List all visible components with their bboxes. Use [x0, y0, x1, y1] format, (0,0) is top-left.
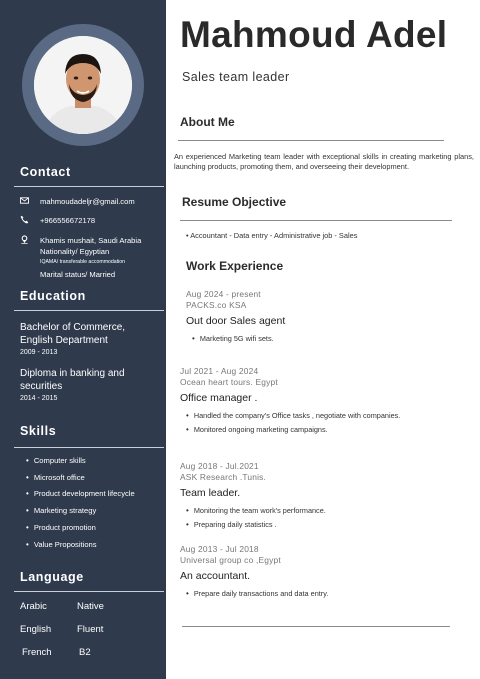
job-dates: Aug 2013 - Jul 2018: [180, 544, 259, 554]
address-block: [40, 235, 141, 257]
sidebar: [0, 0, 166, 679]
language-row: [22, 647, 91, 658]
list-item: • Handled the company's Office tasks , negotiate with companies.: [180, 408, 476, 422]
objective-heading: Resume Objective: [182, 195, 287, 209]
location-icon: [20, 235, 32, 244]
language-level: B2: [79, 647, 91, 658]
job-dates: Jul 2021 - Aug 2024: [180, 366, 259, 376]
list-item: • Marketing 5G wifi sets.: [186, 331, 480, 345]
photo-ring: [22, 24, 144, 146]
list-item: • Product promotion: [26, 519, 135, 536]
skills-heading: Skills: [20, 424, 57, 438]
profile-photo: [34, 36, 132, 134]
language-name: English: [20, 624, 52, 635]
job-bullets: [186, 331, 480, 345]
divider: [14, 591, 164, 592]
about-heading: About Me: [180, 115, 235, 129]
job-role: Out door Sales agent: [186, 315, 286, 327]
job-company: PACKS.co KSA: [186, 300, 247, 310]
list-item: • Product development lifecycle: [26, 486, 135, 503]
job-bullets: [180, 503, 476, 531]
divider: [180, 220, 452, 221]
degree-years: 2014 - 2015: [20, 395, 58, 402]
list-item: • Value Propositions: [26, 536, 135, 553]
degree-line: Bachelor of Commerce,: [20, 322, 126, 333]
divider: [14, 447, 164, 448]
list-item: • Computer skills: [26, 452, 135, 469]
language-name: Arabic: [20, 601, 47, 612]
language-heading: Language: [20, 570, 84, 584]
degree-years: 2009 - 2013: [20, 349, 58, 356]
skills-list: [26, 452, 135, 553]
iqama-row: [20, 259, 125, 266]
education-item: [20, 368, 125, 402]
job-title: Sales team leader: [182, 70, 290, 84]
about-text: An experienced Marketing team leader with exceptional skills in creating marketing plans, launching products, promoting them, and overseeing their development.: [174, 152, 474, 172]
contact-phone[interactable]: [20, 215, 95, 226]
full-name: Mahmoud Adel: [180, 14, 448, 55]
language-row: [20, 601, 104, 612]
address-text: Khamis mushait, Saudi Arabia: [40, 236, 142, 245]
job-company: Universal group co ,Egypt: [180, 555, 281, 565]
phone-text: +966556672178: [40, 216, 96, 225]
job-company: ASK Research .Tunis.: [180, 472, 267, 482]
iqama-text: IQAMA/ transferable accommodation: [40, 259, 126, 265]
list-item: • Monitored ongoing marketing campaigns.: [180, 422, 476, 436]
job-role: Office manager .: [180, 392, 258, 404]
education-item: [20, 322, 125, 356]
experience-heading: Work Experience: [186, 259, 284, 273]
degree-line: securities: [20, 380, 63, 392]
job-dates: Aug 2024 - present: [186, 289, 261, 299]
language-name: French: [22, 647, 52, 658]
objective-text: • Accountant - Data entry - Administrative job - Sales: [186, 231, 357, 240]
list-item: • Marketing strategy: [26, 502, 135, 519]
degree-line: Diploma in banking and: [20, 368, 125, 379]
list-item: • Prepare daily transactions and data entry.: [180, 586, 476, 600]
list-item: • Preparing daily statistics .: [180, 517, 476, 531]
degree-line: English Department: [20, 334, 108, 346]
marital-row: [20, 269, 115, 280]
language-row: [20, 624, 103, 635]
list-item: • Monitoring the team work's performance.: [180, 503, 476, 517]
marital-text: Marital status/ Married: [40, 270, 116, 279]
phone-icon: [20, 215, 32, 224]
job-bullets: [180, 408, 476, 436]
divider: [14, 310, 164, 311]
list-item: • Microsoft office: [26, 469, 135, 486]
main-content: [166, 0, 480, 679]
education-heading: Education: [20, 289, 86, 303]
job-entry: [180, 461, 476, 531]
job-entry: [180, 544, 476, 600]
job-dates: Aug 2018 - Jul.2021: [180, 461, 259, 471]
contact-email[interactable]: [20, 196, 135, 207]
job-bullets: [180, 586, 476, 600]
divider: [178, 140, 444, 141]
contact-heading: Contact: [20, 165, 71, 179]
nationality-text: Nationality/ Egyptian: [40, 247, 110, 256]
email-text: mahmoudadeljr@gmail.com: [40, 197, 135, 206]
avatar: [34, 36, 132, 134]
language-level: Fluent: [77, 624, 104, 635]
language-level: Native: [77, 601, 104, 612]
divider: [14, 186, 164, 187]
contact-address: [20, 235, 141, 257]
job-role: An accountant.: [180, 570, 251, 582]
mail-icon: [20, 196, 32, 205]
job-company: Ocean heart tours. Egypt: [180, 377, 278, 387]
job-role: Team leader.: [180, 487, 241, 499]
job-entry: [186, 289, 480, 345]
divider: [182, 626, 450, 627]
job-entry: [180, 366, 476, 436]
